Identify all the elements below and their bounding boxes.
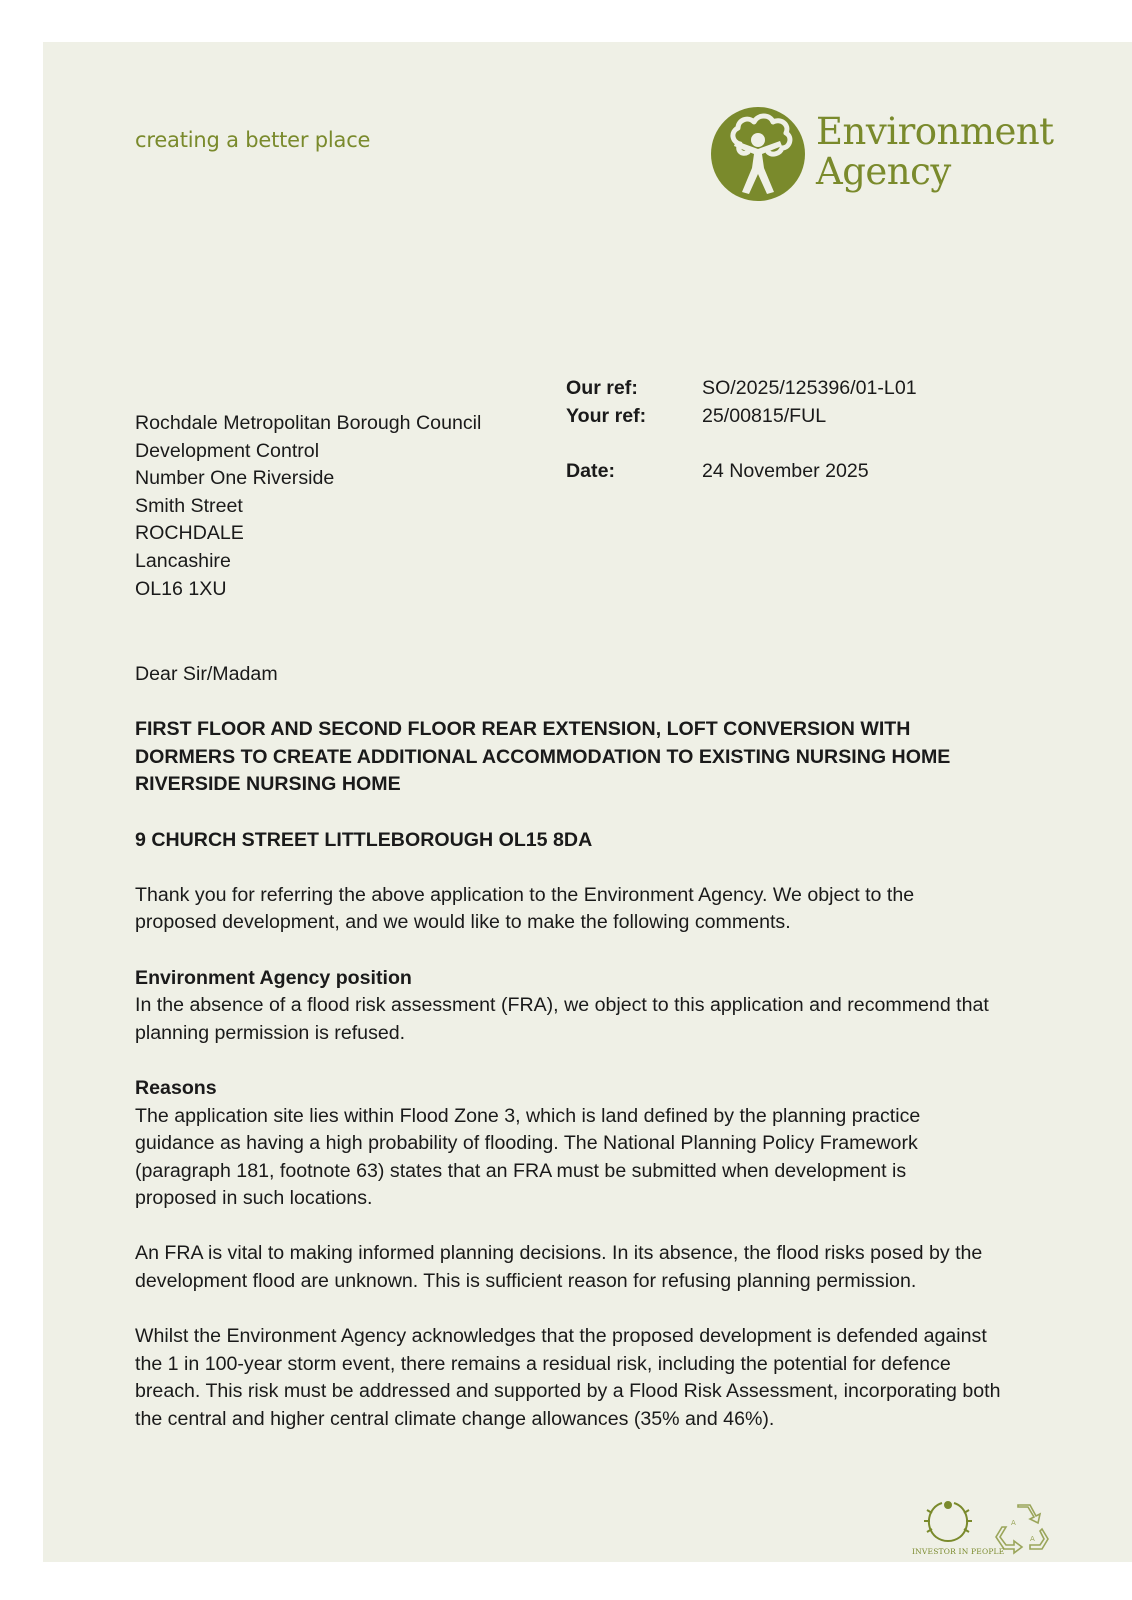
address-line: ROCHDALE — [135, 522, 244, 545]
investors-in-people-label: INVESTOR IN PEOPLE — [912, 1547, 1005, 1556]
subject-line: FIRST FLOOR AND SECOND FLOOR REAR EXTENSION, LOFT CONVERSION WITH — [135, 718, 911, 741]
reasons-heading: Reasons — [135, 1076, 217, 1099]
svg-text:A: A — [1030, 1535, 1035, 1543]
recipient-address — [135, 410, 481, 603]
address-line: OL16 1XU — [135, 577, 227, 600]
position-paragraph: In the absence of a flood risk assessment (FRA), we object to this application and recommend that planning permission is refused. — [135, 994, 989, 1044]
subject-line: DORMERS TO CREATE ADDITIONAL ACCOMMODATION TO EXISTING NURSING HOME — [135, 745, 951, 768]
reasons-paragraph: Whilst the Environment Agency acknowledges that the proposed development is defended against the 1 in 100-year storm event, there remains a residual risk, including the potential for defence breach. This risk must be addressed and supported by a Flood Risk Assessment, incorporating both the central and higher central climate change allowances (35% and 46%). — [135, 1325, 1001, 1431]
address-line: Development Control — [135, 439, 320, 462]
site-address: 9 CHURCH STREET LITTLEBOROUGH OL15 8DA — [135, 828, 593, 851]
your-ref-value: 25/00815/FUL — [702, 405, 827, 427]
address-line: Smith Street — [135, 494, 243, 517]
tagline: creating a better place — [135, 128, 371, 152]
your-ref-label: Your ref: — [566, 405, 647, 427]
address-line: Number One Riverside — [135, 467, 335, 490]
salutation: Dear Sir/Madam — [135, 663, 278, 685]
intro-paragraph: Thank you for referring the above application to the Environment Agency. We object to the proposed development, and we would like to make the following comments. — [135, 883, 915, 934]
reasons-paragraph: The application site lies within Flood Zone 3, which is land defined by the planning practice guidance as having a high probability of flooding. The National Planning Policy Framework (paragraph 181, footnote 63) states that an FRA must be submitted when development is proposed in such locations. — [135, 1104, 921, 1210]
position-heading: Environment Agency position — [135, 966, 412, 989]
our-ref-label: Our ref: — [566, 377, 638, 399]
tree-person-icon — [710, 106, 806, 202]
letter-body — [135, 661, 1015, 1434]
recycle-icon — [996, 1505, 1048, 1553]
date-value: 24 November 2025 — [702, 460, 869, 482]
svg-text:A: A — [1011, 1519, 1016, 1527]
logo-line-agency: Agency — [816, 150, 951, 193]
logo-wordmark — [816, 112, 1054, 192]
subject-line: RIVERSIDE NURSING HOME — [135, 773, 401, 796]
laurel-wreath-icon — [924, 1502, 972, 1541]
date-label: Date: — [566, 460, 615, 482]
address-line: Rochdale Metropolitan Borough Council — [135, 412, 482, 434]
logo-line-environment: Environment — [816, 110, 1054, 153]
reasons-paragraph: An FRA is vital to making informed planning decisions. In its absence, the flood risks posed by the development flood are unknown. This is sufficient reason for refusing planning permission. — [135, 1242, 983, 1293]
our-ref-value: SO/2025/125396/01-L01 — [702, 377, 917, 399]
address-line: Lancashire — [135, 549, 231, 572]
